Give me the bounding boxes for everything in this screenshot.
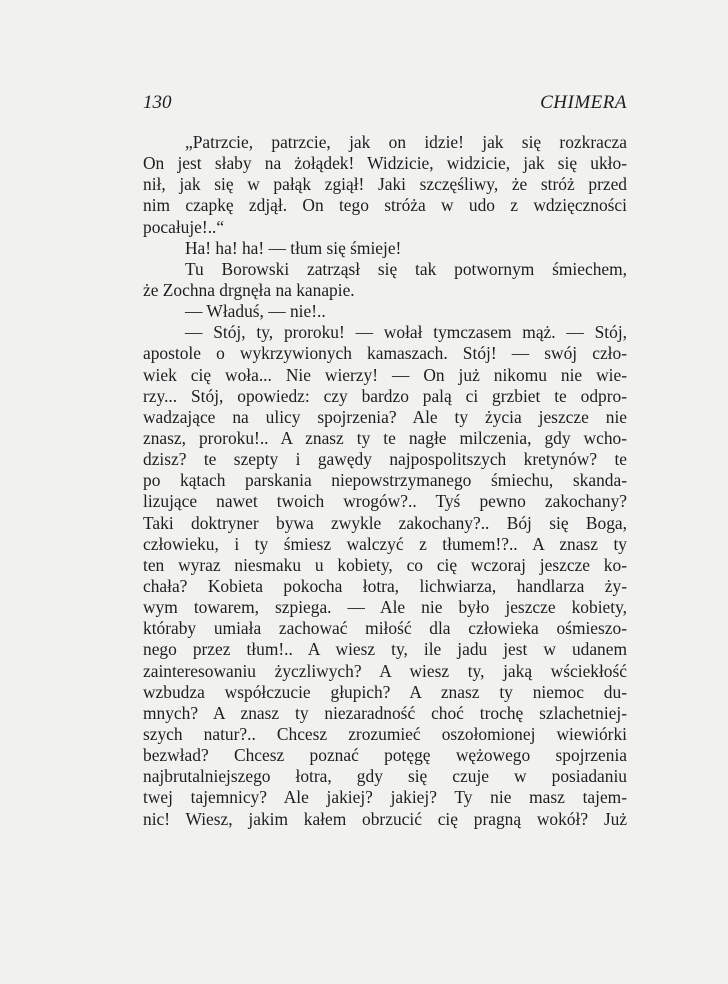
- text-line: któraby umiała zachować miłość dla człowieka ośmieszo-: [143, 618, 627, 639]
- text-line: najbrutalniejszego łotra, gdy się czuje w posiadaniu: [143, 766, 627, 787]
- text-line: — Właduś, — nie!..: [185, 301, 326, 322]
- text-line: że Zochna drgnęła na kanapie.: [143, 279, 355, 300]
- body-text: [143, 132, 627, 830]
- page-number: 130: [143, 92, 172, 113]
- text-line: wzbudza współczucie głupich? A znasz ty niemoc du-: [143, 681, 627, 702]
- text-line: ten wyraz niesmaku u kobiety, co cię wczoraj jeszcze ko-: [143, 554, 627, 575]
- text-line: Tu Borowski zatrząsł się tak potwornym śmiechem,: [185, 258, 627, 279]
- text-line: nim czapkę zdjął. On tego stróża w udo z wdzięczności: [143, 195, 627, 216]
- text-line: twej tajemnicy? Ale jakiej? jakiej? Ty nie masz tajem-: [143, 787, 627, 808]
- text-line: nił, jak się w pałąk zgiął! Jaki szczęśliwy, że stróż przed: [143, 174, 627, 195]
- text-line: On jest słaby na żołądek! Widzicie, widzicie, jak się ukło-: [143, 153, 627, 174]
- text-line: Ha! ha! ha! — tłum się śmieje!: [185, 237, 402, 258]
- text-line: nego przez tłum!.. A wiesz ty, ile jadu jest w udanem: [143, 639, 627, 660]
- text-line: wiek cię woła... Nie wierzy! — On już nikomu nie wie-: [143, 364, 627, 385]
- running-head: [143, 92, 627, 116]
- text-line: rzy... Stój, opowiedz: czy bardzo palą ci grzbiet te odpro-: [143, 385, 627, 406]
- text-line: mnych? A znasz ty niezaradność choć trochę szlachetniej-: [143, 702, 627, 723]
- text-line: „Patrzcie, patrzcie, jak on idzie! jak się rozkracza: [185, 132, 627, 152]
- text-line: apostole o wykrzywionych kamaszach. Stój! — swój czło-: [143, 343, 627, 364]
- text-line: — Stój, ty, proroku! — wołał tymczasem mąż. — Stój,: [185, 322, 627, 343]
- text-line: szych natur?.. Chcesz zrozumieć oszołomionej wiewiórki: [143, 723, 627, 744]
- text-line: wym towarem, szpiega. — Ale nie było jeszcze kobiety,: [143, 597, 627, 618]
- text-line: chała? Kobieta pokocha łotra, lichwiarza, handlarza ży-: [143, 575, 627, 596]
- text-line: człowieku, i ty śmiesz walczyć z tłumem!?.. A znasz ty: [143, 533, 627, 554]
- text-line: dzisz? te szepty i gawędy najpospolitszych kretynów? te: [143, 449, 627, 470]
- text-line: lizujące nawet twoich wrogów?.. Tyś pewno zakochany?: [143, 491, 627, 512]
- text-line: bezwład? Chcesz poznać potęgę wężowego spojrzenia: [143, 745, 627, 766]
- text-line: znasz, proroku!.. A znasz ty te nagłe milczenia, gdy wcho-: [143, 427, 627, 448]
- text-line: pocałuje!..“: [143, 216, 225, 237]
- running-title: CHIMERA: [540, 92, 627, 113]
- text-line: Taki doktryner bywa zwykle zakochany?.. Bój się Boga,: [143, 512, 627, 533]
- text-line: nic! Wiesz, jakim kałem obrzucić cię pragną wokół? Już: [143, 808, 627, 829]
- text-line: po kątach parskania niepowstrzymanego śmiechu, skanda-: [143, 470, 627, 491]
- text-line: zainteresowaniu życzliwych? A wiesz ty, jaką wściekłość: [143, 660, 627, 681]
- text-line: wadzające na ulicy spojrzenia? Ale ty życia jeszcze nie: [143, 406, 627, 427]
